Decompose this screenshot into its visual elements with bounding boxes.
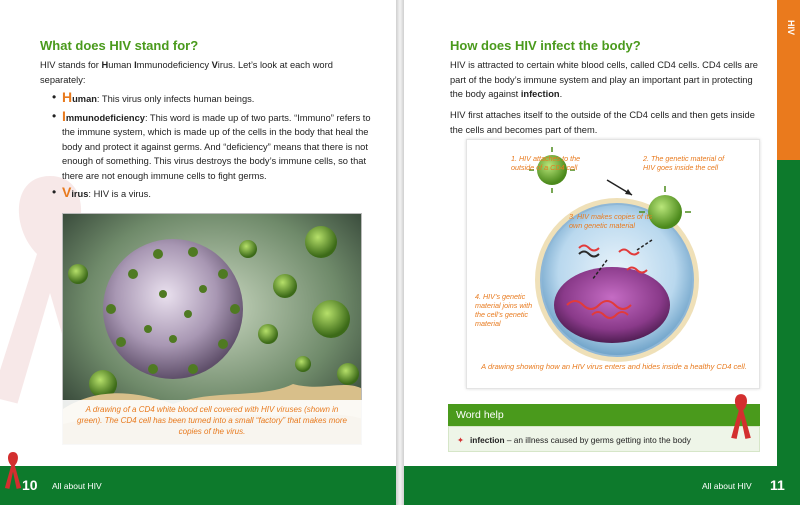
chapter-tab-label: HIV — [786, 20, 796, 36]
diagram-caption: A drawing showing how an HIV virus enters and hides inside a healthy CD4 cell. — [481, 362, 747, 371]
side-green-bar — [777, 160, 800, 466]
page-number-left: 10 — [22, 477, 38, 493]
right-page — [404, 0, 800, 505]
diagram-label-4: 4. HIV’s genetic material joins with the cell’s genetic material — [475, 292, 533, 328]
red-ribbon-icon — [730, 392, 752, 440]
list-item: • Virus: HIV is a virus. — [52, 185, 372, 202]
word-help-definition: ✦ infection – an illness caused by germs getting into the body — [448, 426, 760, 452]
diagram-label-2: 2. The genetic material of HIV goes inside the cell — [643, 154, 725, 172]
left-footer — [0, 466, 396, 505]
page-number-right: 11 — [770, 477, 785, 493]
infection-drawing — [467, 140, 761, 365]
chapter-tab — [777, 0, 800, 160]
left-page — [0, 0, 396, 505]
bullet-icon: ✦ — [457, 435, 464, 445]
list-item: • Immunodeficiency: This word is made up of two parts. “Immuno” refers to the immune system, which is made up of the cells in the body that heal the body and protect it against germs. And “deficiency” means that there is not enough of something. This virus destroys the body’s immune cells, so that there are not enough immune cells to fight germs. — [52, 109, 372, 184]
diagram-label-1: 1. HIV attaches to the outside of a CD4 cell — [511, 154, 581, 172]
right-footer — [404, 466, 800, 505]
word-help-box — [448, 404, 760, 454]
left-page-title: What does HIV stand for? — [40, 38, 199, 53]
right-page-title: How does HIV infect the body? — [450, 38, 641, 53]
list-item: • Human: This virus only infects human beings. — [52, 90, 372, 107]
illustration-caption: A drawing of a CD4 white blood cell covered with HIV viruses (shown in green). The CD4 cell has been turned into a small “factory” that makes more copies of the virus. — [62, 400, 362, 445]
hiv-infection-diagram — [466, 139, 760, 389]
footer-title-right: All about HIV — [702, 481, 752, 491]
right-paragraph-1: HIV is attracted to certain white blood cells, called CD4 cells. CD4 cells are part of the body’s immune system and play an important part in protecting the body against infection. — [450, 60, 758, 99]
right-paragraph-2: HIV first attaches itself to the outside of the CD4 cells and then gets inside the cells and becomes part of them. — [450, 110, 755, 135]
word-help-title: Word help — [448, 404, 760, 426]
diagram-label-3: 3. HIV makes copies of its own genetic material — [569, 212, 653, 230]
book-gutter — [396, 0, 404, 505]
left-intro-paragraph: HIV stands for Human Immunodeficiency Virus. Let’s look at each word separately: — [40, 60, 333, 85]
red-ribbon-icon — [4, 450, 22, 490]
footer-title-left: All about HIV — [52, 481, 102, 491]
hiv-meaning-list — [52, 90, 372, 204]
